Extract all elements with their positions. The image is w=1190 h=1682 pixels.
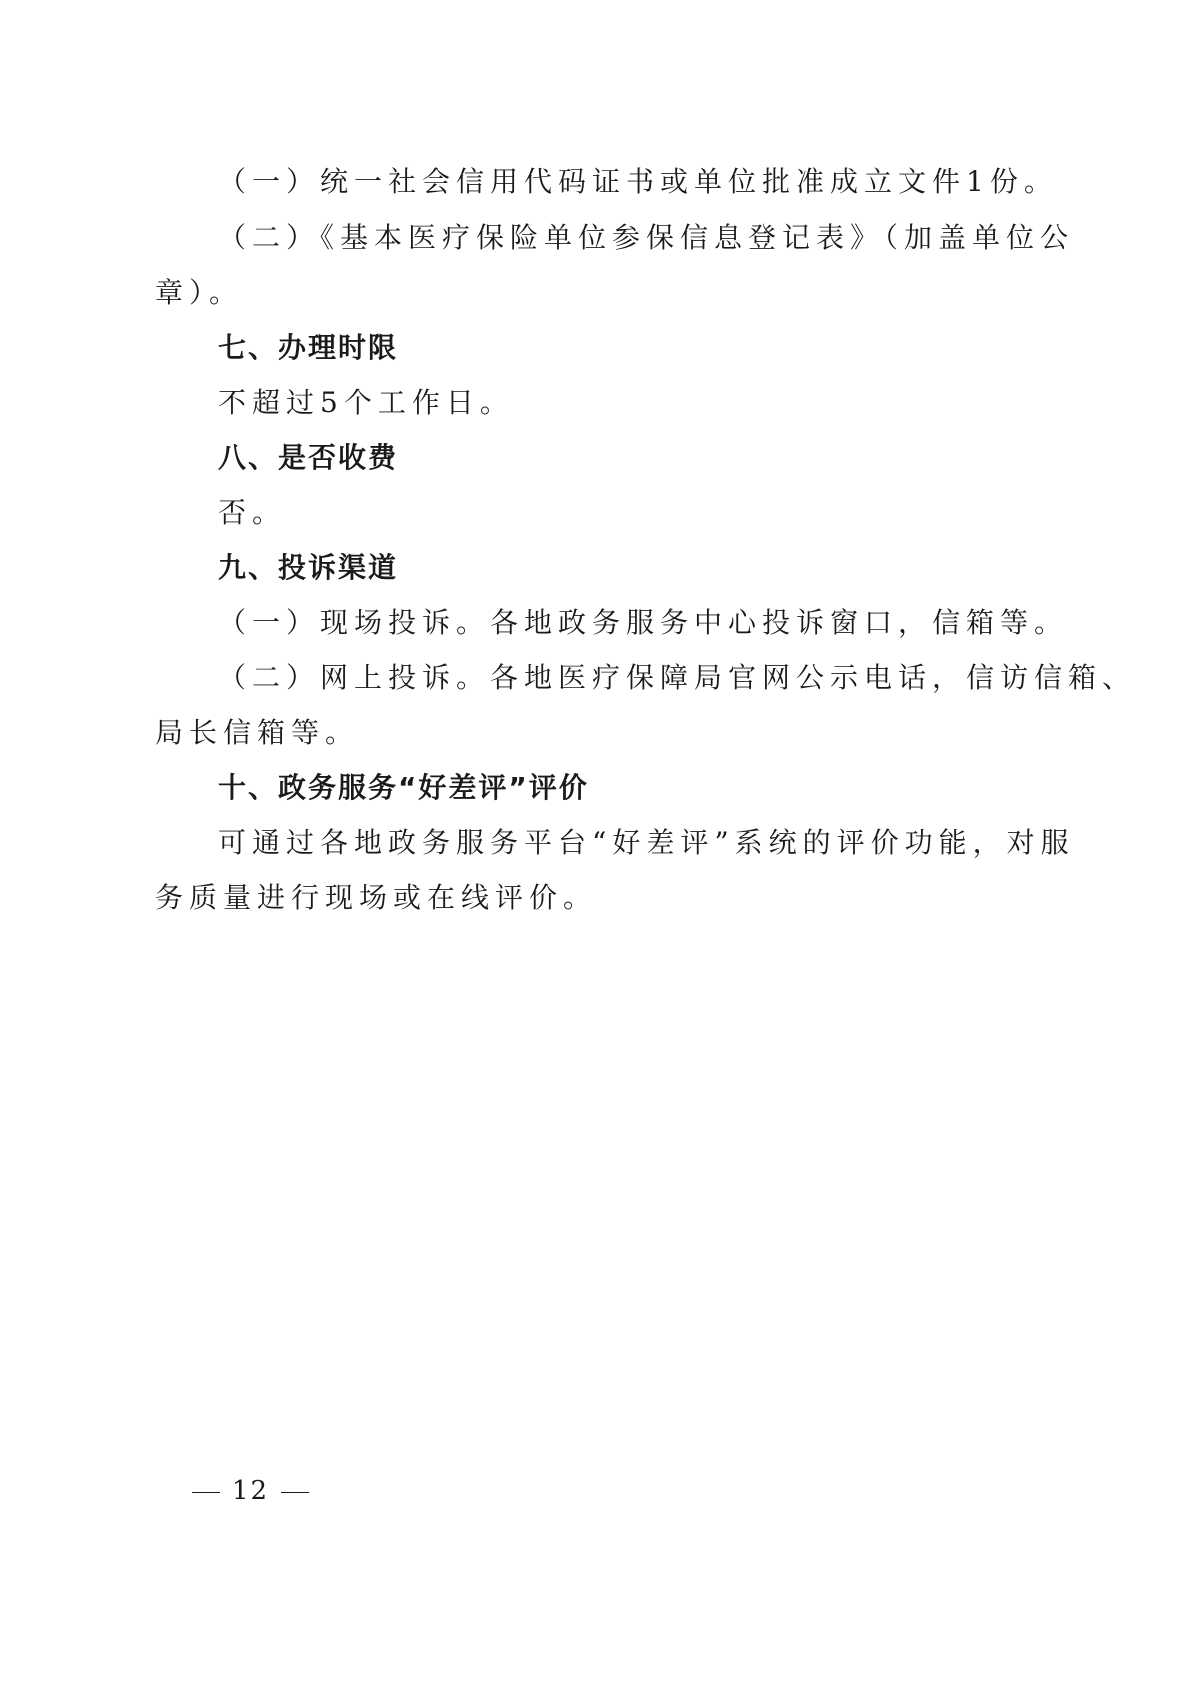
page-number-left-dash bbox=[192, 1492, 220, 1493]
complaint-item-2-line-1: （二）网上投诉。各地医疗保障局官网公示电话，信访信箱、 bbox=[218, 661, 1137, 694]
paragraph-item-1: （一）统一社会信用代码证书或单位批准成立文件1份。 bbox=[218, 165, 1058, 198]
paragraph-item-2-line-1: （二）《基本医疗保险单位参保信息登记表》（加盖单位公 bbox=[218, 221, 1075, 254]
section-heading-8: 八、是否收费 bbox=[218, 441, 399, 474]
evaluation-text-line-1: 可通过各地政务服务平台“好差评”系统的评价功能，对服 bbox=[218, 826, 1075, 859]
paragraph-item-2-line-2: 章）。 bbox=[155, 276, 244, 309]
section-heading-9: 九、投诉渠道 bbox=[218, 551, 399, 584]
page-number-right-dash bbox=[281, 1492, 309, 1493]
section-heading-7: 七、办理时限 bbox=[218, 331, 399, 364]
fee-text: 否。 bbox=[218, 496, 287, 529]
processing-time-text: 不超过5个工作日。 bbox=[218, 386, 514, 419]
complaint-item-2-line-2: 局长信箱等。 bbox=[155, 716, 360, 749]
page-number-value: 12 bbox=[232, 1476, 270, 1506]
complaint-item-1: （一）现场投诉。各地政务服务中心投诉窗口，信箱等。 bbox=[218, 606, 1069, 639]
section-heading-10: 十、政务服务“好差评”评价 bbox=[218, 771, 589, 804]
evaluation-text-line-2: 务质量进行现场或在线评价。 bbox=[155, 881, 598, 914]
page-number bbox=[180, 1476, 321, 1506]
